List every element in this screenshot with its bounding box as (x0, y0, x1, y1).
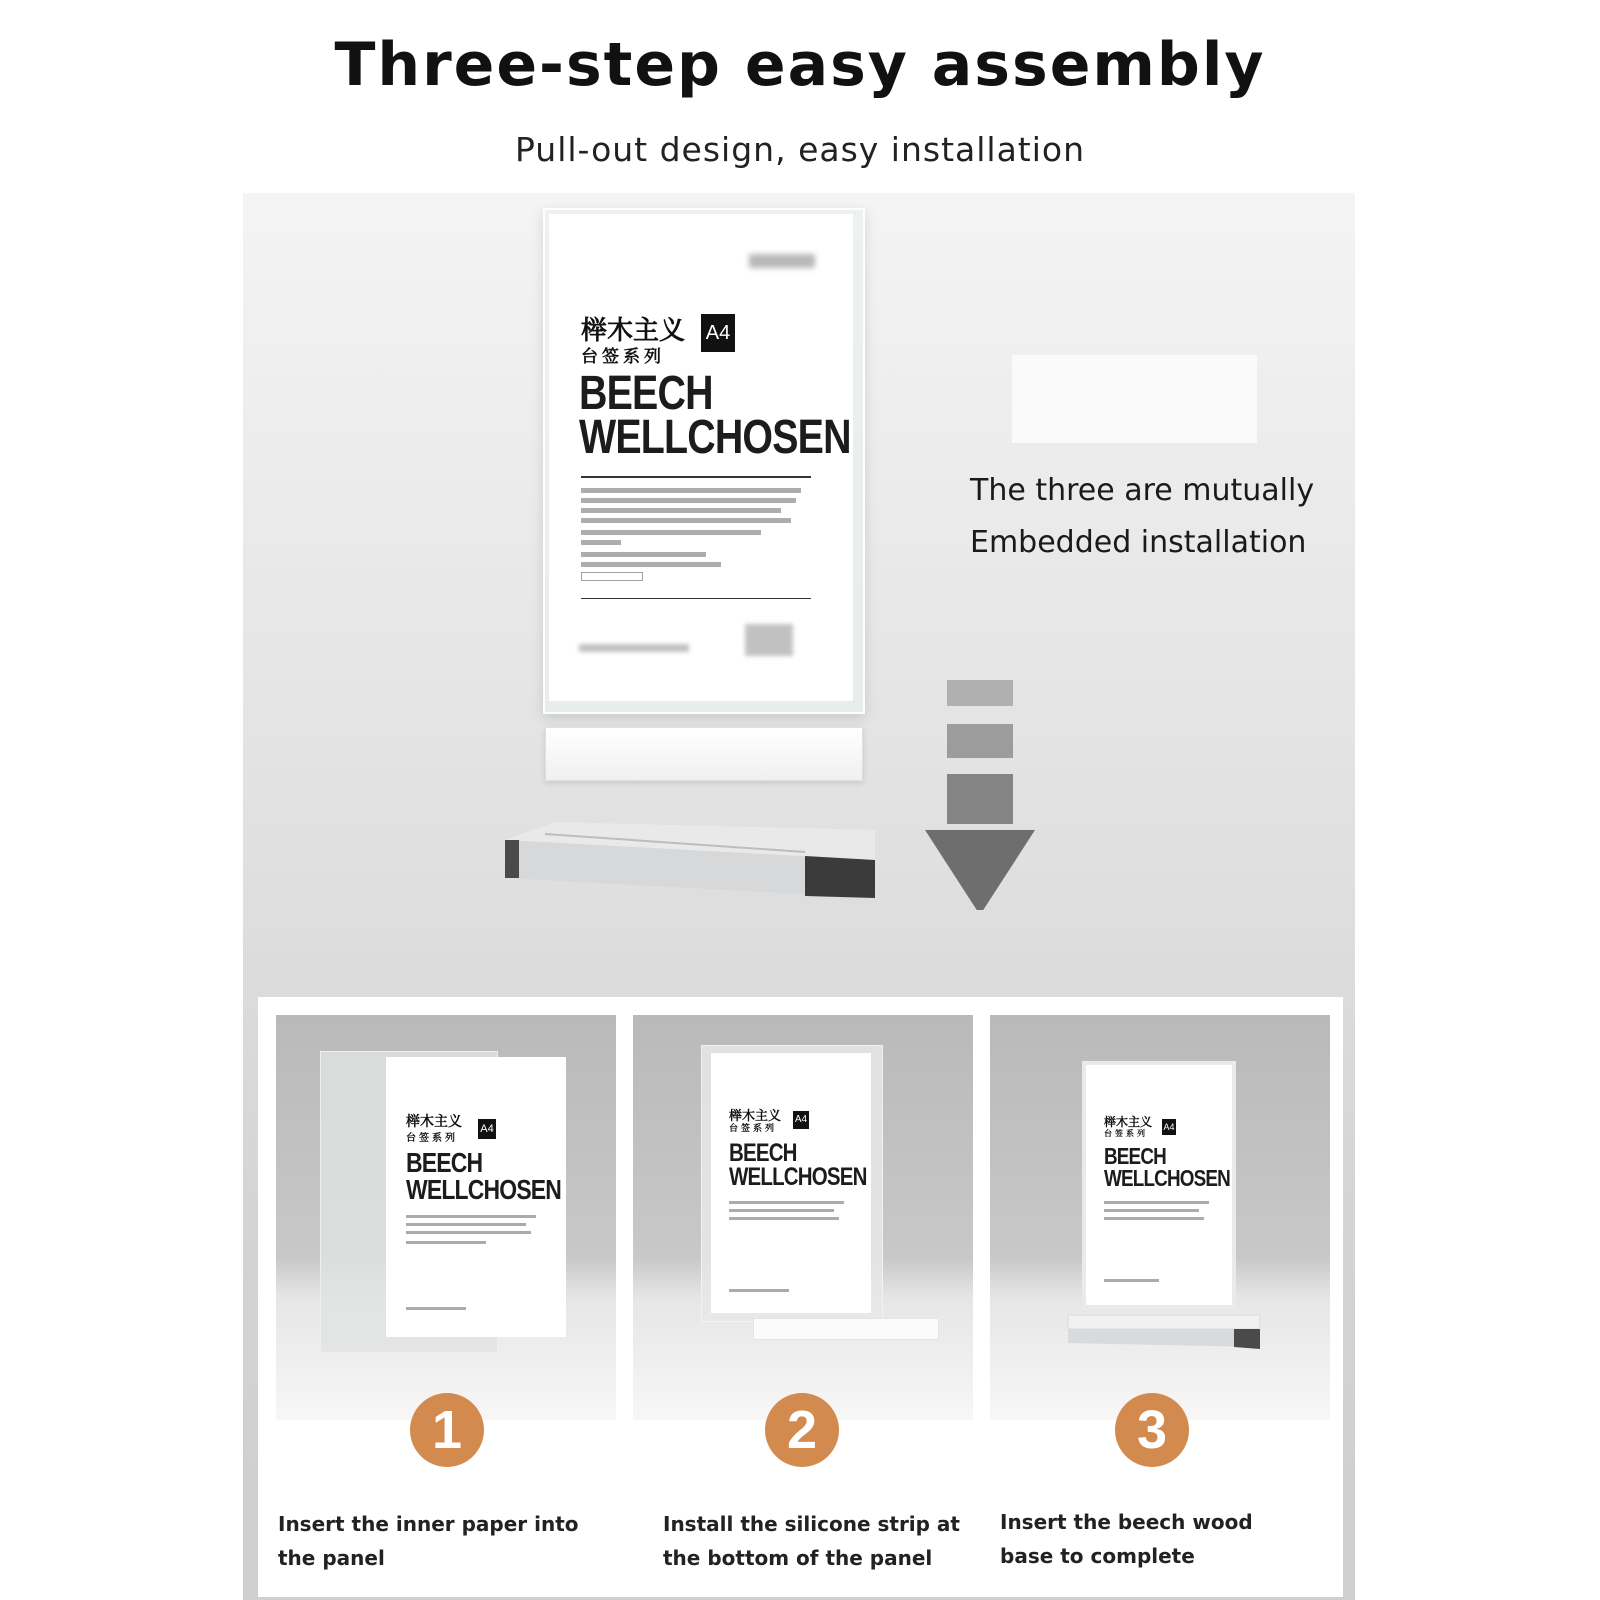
poster-text-line (729, 1209, 834, 1212)
poster-cn-title: 榉木主义 (406, 1114, 462, 1130)
poster-text-line (406, 1307, 466, 1310)
poster-cn-subtitle: 台签系列 (1104, 1129, 1148, 1138)
poster-cn-title: 榉木主义 (581, 316, 686, 346)
poster-cn-subtitle: 台签系列 (729, 1124, 778, 1134)
poster-rule (581, 476, 811, 478)
poster-brand-line1: BEECH (406, 1147, 483, 1178)
poster-text-line (729, 1289, 789, 1292)
step-card-3 (990, 1015, 1330, 1585)
poster-text-line (581, 562, 721, 567)
beech-wood-base (1064, 1305, 1264, 1357)
poster-cn-subtitle: 台签系列 (581, 347, 665, 367)
poster-cn-title: 榉木主义 (729, 1109, 782, 1124)
poster-text-line (581, 540, 621, 545)
page-subtitle: Pull-out design, easy installation (514, 130, 1086, 169)
poster-text-line (729, 1217, 839, 1220)
poster-text-line (1104, 1209, 1199, 1212)
poster-text-line (406, 1223, 526, 1226)
step-2-photo (633, 1015, 973, 1420)
step-1-photo (276, 1015, 616, 1420)
step-3-photo (990, 1015, 1330, 1420)
poster-text-line (1104, 1217, 1204, 1220)
poster-qr-blur (745, 624, 793, 656)
poster-text-line (581, 530, 761, 535)
down-arrow-icon (925, 680, 1035, 910)
poster-insert (711, 1053, 871, 1313)
poster-brand (1104, 1145, 1230, 1189)
poster-size-badge: A4 (478, 1119, 496, 1139)
callout-highlight (1012, 355, 1257, 443)
poster-text-line (581, 488, 801, 493)
step-number-badge: 1 (410, 1393, 484, 1467)
step-number-badge: 3 (1115, 1393, 1189, 1467)
poster-brand-line1: BEECH (1104, 1143, 1166, 1169)
poster-cn-subtitle: 台签系列 (406, 1133, 458, 1144)
poster-text-line (406, 1231, 531, 1234)
callout-text (970, 465, 1314, 569)
poster-brand-line2: WELLCHOSEN (579, 411, 851, 464)
poster-brand-line2: WELLCHOSEN (406, 1174, 562, 1205)
poster-insert (386, 1057, 566, 1337)
poster-text-line (406, 1215, 536, 1218)
silicone-strip (753, 1318, 939, 1340)
poster-text-line (1104, 1201, 1209, 1204)
poster-size-badge: A4 (1162, 1119, 1176, 1135)
steps-section (258, 997, 1343, 1597)
poster-text-line (1104, 1279, 1159, 1282)
poster-footer-blur (579, 644, 689, 652)
poster-logo-blur (749, 254, 815, 268)
poster-text-box (581, 572, 643, 581)
poster-brand-line1: BEECH (729, 1139, 797, 1167)
poster-text-line (729, 1201, 844, 1204)
poster-brand (729, 1141, 867, 1189)
step-card-1 (276, 1015, 616, 1585)
poster-text-line (581, 518, 791, 523)
poster-text-line (581, 552, 706, 557)
step-caption: Insert the beech wood base to complete (1000, 1510, 1253, 1568)
step-caption: Install the silicone strip at the bottom of the panel (663, 1512, 960, 1570)
step-caption: Insert the inner paper into the panel (278, 1512, 579, 1570)
silicone-strip (545, 727, 863, 781)
step-card-2 (633, 1015, 973, 1585)
poster-text-line (581, 498, 796, 503)
poster-insert (1082, 1061, 1236, 1309)
poster-brand-line2: WELLCHOSEN (1104, 1165, 1230, 1191)
poster-size-badge: A4 (701, 314, 735, 352)
poster-cn-title: 榉木主义 (1104, 1115, 1153, 1129)
beech-wood-base (505, 820, 885, 900)
poster-brand-line1: BEECH (579, 367, 713, 420)
callout-line2: Embedded installation (970, 525, 1307, 560)
poster-insert (549, 214, 853, 701)
page-title: Three-step easy assembly (334, 30, 1266, 100)
poster-brand-line2: WELLCHOSEN (729, 1163, 867, 1191)
step-number-badge: 2 (765, 1393, 839, 1467)
callout-line1: The three are mutually (970, 473, 1315, 508)
poster-text-line (581, 508, 781, 513)
poster-rule (581, 598, 811, 599)
poster-brand (406, 1149, 561, 1203)
poster-size-badge: A4 (793, 1111, 809, 1129)
poster-brand (579, 367, 851, 464)
poster-text-line (406, 1241, 486, 1244)
